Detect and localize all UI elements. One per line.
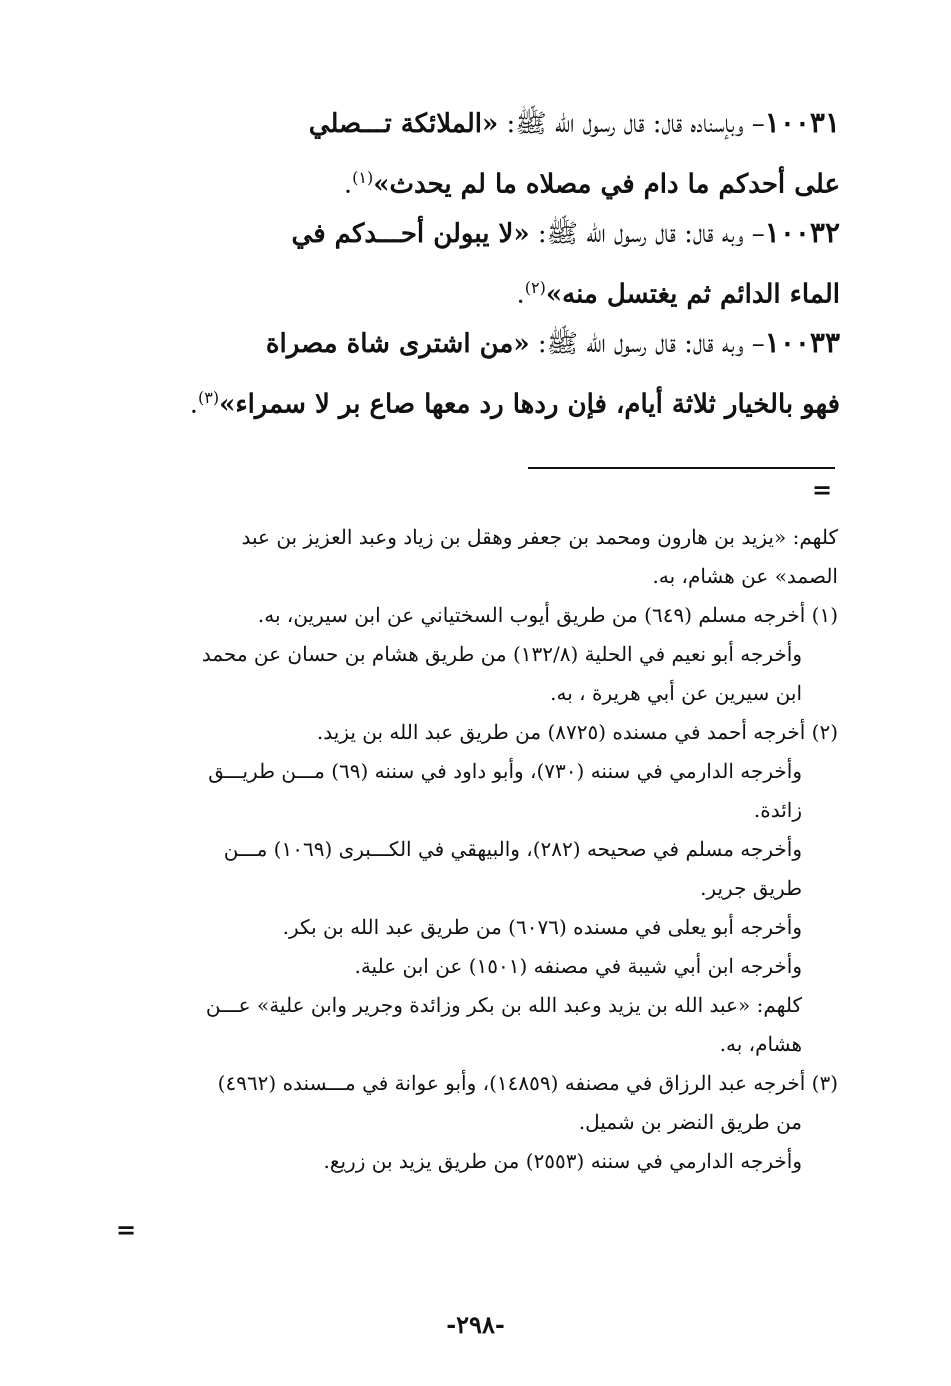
footnote-line: وأخرجه الدارمي في سننه (٢٥٥٣) من طريق يزيد بن زريع. bbox=[323, 1149, 802, 1173]
hadith-10033 bbox=[118, 316, 840, 432]
footnote-line: كلهم: «عبد الله بن يزيد وعبد الله بن بكر وزائدة وجرير وابن علية» عـــن bbox=[205, 993, 802, 1017]
hadith-line bbox=[118, 371, 840, 432]
footnote-ref[interactable]: (١) bbox=[352, 168, 374, 187]
hadith-text: «لا يبولن أحـــدكم في bbox=[291, 219, 530, 249]
footnote-line: وأخرجه أبو يعلى في مسنده (٦٠٧٦) من طريق عبد الله بن بكر. bbox=[282, 915, 802, 939]
hadith-line bbox=[118, 261, 840, 322]
footnote-line: زائدة. bbox=[753, 798, 802, 822]
hadith-number: ١٠٠٣٣ bbox=[764, 326, 840, 359]
hadith-intro: – وبه قال: قال رسول الله ﷺ: bbox=[529, 329, 765, 359]
hadith-text: «الملائكة تـــصلي bbox=[308, 109, 499, 139]
footnote-line: (١) أخرجه مسلم (٦٤٩) من طريق أيوب السختياني عن ابن سيرين، به. bbox=[257, 603, 838, 627]
footnote-line: وأخرجه الدارمي في سننه (٧٣٠)، وأبو داود في سننه (٦٩) مـــن طريـــق bbox=[208, 759, 802, 783]
hadith-text: «من اشترى شاة مصراة bbox=[265, 329, 530, 359]
hadith-10032 bbox=[118, 206, 840, 322]
hadith-intro: – وبه قال: قال رسول الله ﷺ: bbox=[529, 219, 765, 249]
footnote-line: (٢) أخرجه أحمد في مسنده (٨٧٢٥) من طريق عبد الله بن يزيد. bbox=[316, 720, 838, 744]
hadith-number: ١٠٠٣٢ bbox=[764, 216, 840, 249]
hadith-text: على أحدكم ما دام في مصلاه ما لم يحدث» bbox=[373, 169, 840, 200]
hadith-text: فهو بالخيار ثلاثة أيام، فإن ردها رد معها صاع بر لا سمراء» bbox=[219, 389, 840, 420]
hadith-end: . bbox=[343, 169, 353, 200]
continuation-mark: = bbox=[812, 475, 833, 504]
footnote-line: طريق جرير. bbox=[700, 876, 802, 900]
hadith-line bbox=[118, 206, 840, 261]
hadith-number: ١٠٠٣١ bbox=[764, 106, 840, 139]
hadith-intro: – وبإسناده قال: قال رسول الله ﷺ: bbox=[498, 109, 765, 139]
hadith-line bbox=[118, 316, 840, 371]
footnote-line: هشام، به. bbox=[719, 1032, 802, 1056]
footnote-line: وأخرجه ابن أبي شيبة في مصنفه (١٥٠١) عن ابن علية. bbox=[354, 954, 802, 978]
footnote-line: وأخرجه أبو نعيم في الحلية (١٣٢/٨) من طريق هشام بن حسان عن محمد bbox=[201, 642, 802, 666]
hadith-10031 bbox=[118, 96, 840, 212]
footnote-line: كلهم: «يزيد بن هارون ومحمد بن جعفر وهقل بن زياد وعبد العزيز بن عبد bbox=[241, 525, 838, 549]
page-number: -٢٩٨- bbox=[446, 1310, 505, 1339]
footnotes bbox=[116, 518, 838, 1181]
footnote-ref[interactable]: (٢) bbox=[524, 278, 546, 297]
footnote-separator bbox=[528, 467, 835, 469]
footnote-line: ابن سيرين عن أبي هريرة ، به. bbox=[550, 681, 802, 705]
footnote-line: (٣) أخرجه عبد الرزاق في مصنفه (١٤٨٥٩)، وأبو عوانة في مـــسنده (٤٩٦٢) bbox=[217, 1071, 838, 1095]
continuation-mark-bottom: = bbox=[116, 1215, 137, 1244]
footnote-line: من طريق النضر بن شميل. bbox=[578, 1110, 802, 1134]
footnote-ref[interactable]: (٣) bbox=[198, 388, 220, 407]
footnote-line: وأخرجه مسلم في صحيحه (٢٨٢)، والبيهقي في الكـــبرى (١٠٦٩) مـــن bbox=[223, 837, 802, 861]
hadith-line bbox=[118, 96, 840, 151]
hadith-text: الماء الدائم ثم يغتسل منه» bbox=[545, 279, 840, 310]
hadith-end: . bbox=[516, 279, 525, 310]
hadith-end: . bbox=[189, 389, 198, 420]
footnote-line: الصمد» عن هشام، به. bbox=[652, 564, 838, 588]
hadith-line bbox=[118, 151, 840, 212]
